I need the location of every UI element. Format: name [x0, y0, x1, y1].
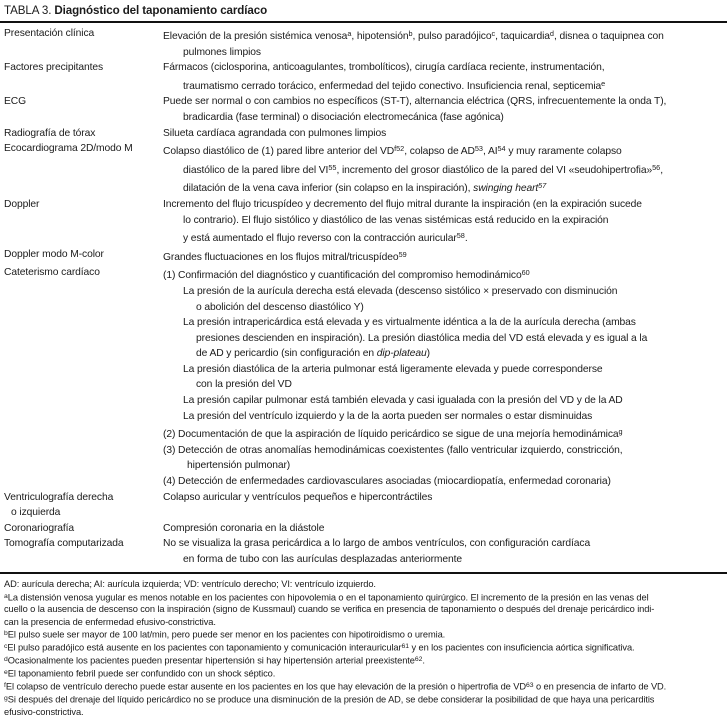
- content-line: [163, 160, 727, 179]
- footnote-line: [4, 706, 725, 718]
- text-segment: Elevación de la presión sistémica venosa: [163, 31, 348, 42]
- text-segment: diastólico de la pared libre del VI: [183, 164, 329, 176]
- table-row: [4, 521, 727, 537]
- content-line: [163, 110, 727, 126]
- text-segment: Incremento del flujo tricuspídeo y decremento del flujo mitral durante la inspiración (en la expiración sucede: [163, 198, 642, 210]
- content-line: [163, 331, 727, 347]
- superscript-ref: 57: [538, 181, 547, 191]
- text-segment: , colapso de AD: [404, 146, 475, 158]
- superscript-ref: f52: [394, 144, 405, 154]
- content-line: [163, 76, 727, 95]
- content-line: [163, 94, 727, 110]
- table-title: [0, 0, 727, 21]
- content-line: [163, 247, 727, 266]
- content-line: [163, 409, 727, 425]
- footnote-marker: g: [4, 694, 8, 702]
- row-label: [4, 94, 163, 125]
- row-label: [4, 490, 163, 521]
- row-content: [163, 126, 727, 142]
- footnote-marker: a: [4, 592, 8, 600]
- content-line: [163, 197, 727, 213]
- text-segment: y está aumentado el flujo reverso con la contracción auricular: [183, 233, 457, 245]
- text-segment: La presión capilar pulmonar está también elevada y casi igualada con la presión del VD y de la AD: [183, 395, 623, 407]
- superscript-ref: 61: [401, 643, 409, 651]
- footnotes: [0, 574, 727, 718]
- row-label-line: Coronariografía: [4, 522, 75, 534]
- text-segment: cuello o la ausencia de descenso con la inspiración (signo de Kussmaul) cuando se verifica en presencia de taponamiento o después del drenaje pericárdico indi-: [4, 604, 655, 615]
- superscript-ref: 53: [474, 144, 483, 154]
- table-row: [4, 247, 727, 266]
- row-label-line: Factores precipitantes: [4, 62, 104, 74]
- row-content: [163, 247, 727, 266]
- footnote-marker: e: [4, 668, 8, 676]
- row-label: [4, 521, 163, 537]
- table-row: [4, 536, 727, 567]
- content-line: [163, 265, 727, 284]
- italic-term: dip-plateau: [376, 348, 427, 360]
- footnote-line: [4, 616, 725, 628]
- table-row: [4, 141, 727, 197]
- footnote-line: [4, 591, 725, 604]
- superscript-ref: 58: [456, 231, 465, 241]
- footnote-line: [4, 667, 725, 680]
- text-segment: La presión intrapericárdica está elevada y es virtualmente idéntica a la de la aurícula derecha (ambas: [183, 317, 636, 329]
- text-segment: Colapso diastólico de (1) pared libre anterior del VD: [163, 146, 395, 158]
- content-line: [163, 536, 727, 552]
- content-line: [163, 346, 727, 362]
- text-segment: AD: aurícula derecha; AI: aurícula izquierda; VD: ventrículo derecho; VI: ventrículo izquierdo.: [4, 579, 376, 590]
- footnote-marker: f: [4, 681, 6, 689]
- footnote-line: [4, 578, 725, 590]
- content-line: [163, 300, 727, 316]
- text-segment: y en los pacientes con insuficiencia aórtica significativa.: [409, 642, 635, 653]
- row-label: [4, 60, 163, 94]
- table-title-text: Diagnóstico del taponamiento cardíaco: [54, 4, 268, 17]
- superscript-ref: 60: [521, 268, 530, 278]
- text-segment: Puede ser normal o con cambios no específicos (ST-T), alternancia eléctrica (QRS, infrecuentemente la onda T),: [163, 96, 667, 108]
- text-segment: ): [426, 348, 430, 360]
- footnote-line: [4, 680, 725, 693]
- text-segment: , hipotensión: [351, 31, 409, 42]
- content-line: [163, 213, 727, 229]
- text-segment: (3) Detección de otras anomalías hemodinámicas coexistentes (fallo ventricular izquierdo, constricción,: [163, 444, 623, 456]
- text-segment: .: [464, 233, 468, 245]
- content-line: [163, 474, 727, 490]
- row-label-line: Presentación clínica: [4, 28, 95, 39]
- text-segment: La distensión venosa yugular es menos notable en los pacientes con hipovolemia o en el taponamiento quirúrgico. El incremento de la presión en las venas del: [7, 592, 649, 602]
- superscript-ref: d: [549, 29, 554, 38]
- content-line: [163, 552, 727, 568]
- superscript-ref: 54: [497, 144, 506, 154]
- row-content: [163, 265, 727, 489]
- content-line: [163, 141, 727, 160]
- row-label-line: Tomografía computarizada: [4, 538, 124, 550]
- content-line: [163, 126, 727, 142]
- footnote-line: [4, 641, 725, 654]
- superscript-ref: 63: [525, 681, 534, 689]
- table-row: [4, 265, 727, 489]
- footnote-marker: c: [4, 643, 8, 651]
- row-label-line: Doppler modo M-color: [4, 248, 104, 260]
- text-segment: presiones descienden en inspiración). La presión diastólica media del VD está elevada y es igual a la: [196, 332, 648, 344]
- text-segment: , taquicardia: [495, 31, 550, 42]
- row-label: [4, 26, 163, 60]
- row-label: [4, 247, 163, 266]
- content-line: [163, 45, 727, 61]
- text-segment: lo contrario). El flujo sistólico y diastólico de las venas sistémicas está reducido en la expiración: [183, 214, 609, 226]
- superscript-ref: c: [491, 29, 496, 38]
- table-row: [4, 197, 727, 247]
- content-line: [163, 490, 727, 506]
- text-segment: Si después del drenaje del líquido pericárdico no se produce una disminución de la presión de AD, se debe considerar la posibilidad de que haya una pericarditis: [7, 694, 655, 705]
- superscript-ref: 56: [652, 162, 661, 172]
- text-segment: , disnea o taquipnea con: [553, 31, 664, 42]
- text-segment: o abolición del descenso diastólico Y): [196, 301, 364, 313]
- text-segment: en forma de tubo con las aurículas desplazadas anteriormente: [183, 554, 463, 565]
- footnote-marker: b: [4, 630, 8, 638]
- table-row: [4, 60, 727, 94]
- footnote-line: [4, 693, 725, 706]
- row-label: [4, 197, 163, 247]
- text-segment: , pulso paradójico: [412, 31, 492, 42]
- text-segment: (2) Documentación de que la aspiración de líquido pericárdico se sigue de una mejoría hemodinámica: [163, 429, 619, 441]
- text-segment: , AI: [483, 146, 498, 158]
- content-line: [163, 284, 727, 300]
- table-row: [4, 26, 727, 60]
- row-label: [4, 126, 163, 142]
- text-segment: El taponamiento febril puede ser confundido con un shock séptico.: [7, 668, 276, 679]
- row-content: [163, 521, 727, 537]
- content-line: [163, 228, 727, 247]
- text-segment: (1) Confirmación del diagnóstico y cuantificación del compromiso hemodinámico: [163, 270, 522, 282]
- row-label-line: Doppler: [4, 198, 40, 210]
- superscript-ref: b: [408, 29, 413, 38]
- row-content: [163, 536, 727, 567]
- text-segment: Grandes fluctuaciones en los flujos mitral/tricuspídeo: [163, 251, 399, 263]
- row-content: [163, 197, 727, 247]
- text-segment: de AD y pericardio (sin configuración en: [196, 348, 377, 360]
- row-content: [163, 141, 727, 197]
- text-segment: Compresión coronaria en la diástole: [163, 522, 325, 534]
- text-segment: y muy raramente colapso: [505, 146, 622, 158]
- row-content: [163, 94, 727, 125]
- text-segment: dilatación de la vena cava inferior (sin colapso en la inspiración),: [183, 183, 474, 195]
- table-row: [4, 490, 727, 521]
- content-line: [163, 458, 727, 474]
- content-line: [163, 377, 727, 393]
- row-content: [163, 490, 727, 521]
- superscript-ref: g: [618, 427, 623, 437]
- text-segment: (4) Detección de enfermedades cardiovasculares asociadas (miocardiopatía, enfermedad coronaria): [163, 476, 611, 488]
- row-label: [4, 265, 163, 489]
- table-row: [4, 126, 727, 142]
- content-line: [163, 60, 727, 76]
- table-number: TABLA 3.: [4, 4, 52, 17]
- text-segment: La presión diastólica de la arteria pulmonar está ligeramente elevada y puede corresponderse: [183, 363, 603, 375]
- row-content: [163, 60, 727, 94]
- content-line: [163, 393, 727, 409]
- text-segment: El pulso suele ser mayor de 100 lat/min, pero puede ser menor en los pacientes con hipotiroidismo o uremia.: [7, 629, 446, 640]
- text-segment: pulmones limpios: [183, 46, 261, 58]
- table-row: [4, 94, 727, 125]
- content-line: [163, 362, 727, 378]
- superscript-ref: a: [347, 29, 352, 38]
- text-segment: .: [422, 655, 425, 666]
- superscript-ref: 59: [398, 249, 407, 259]
- content-line: [163, 315, 727, 331]
- text-segment: , incremento del grosor diastólico de la pared del VI «seudohipertrofia»: [336, 164, 653, 176]
- text-segment: o en presencia de infarto de VD.: [533, 681, 667, 692]
- text-segment: con la presión del VD: [196, 379, 292, 391]
- text-segment: Ocasionalmente los pacientes pueden presentar hipertensión si hay hipertensión arterial preexistente: [7, 655, 415, 666]
- text-segment: La presión del ventrículo izquierdo y la de la aorta pueden ser normales o estar disminuidas: [183, 410, 593, 422]
- row-label-line: ECG: [4, 96, 27, 108]
- text-segment: traumatismo cerrado torácico, enfermedad del tejido conectivo. Insuficiencia renal, septicemia: [183, 80, 602, 92]
- italic-term: swinging heart: [473, 183, 539, 195]
- superscript-ref: e: [601, 78, 606, 88]
- footnote-line: [4, 628, 725, 641]
- content-line: [163, 521, 727, 537]
- text-segment: La presión de la aurícula derecha está elevada (descenso sistólico × preservado con disminución: [183, 285, 618, 297]
- text-segment: Silueta cardíaca agrandada con pulmones limpios: [163, 127, 387, 139]
- superscript-ref: 55: [328, 162, 337, 172]
- row-label: [4, 536, 163, 567]
- footnote-marker: d: [4, 656, 8, 664]
- table-body: [0, 23, 727, 568]
- content-line: [163, 443, 727, 459]
- text-segment: Colapso auricular y ventrículos pequeños e hipercontráctiles: [163, 491, 433, 503]
- row-label-line: Radiografía de tórax: [4, 127, 96, 139]
- text-segment: ,: [660, 164, 663, 176]
- content-line: [163, 424, 727, 443]
- content-line: [163, 178, 727, 197]
- text-segment: efusivo-constrictiva.: [4, 706, 84, 717]
- text-segment: No se visualiza la grasa pericárdica a lo largo de ambos ventrículos, con configuración cardíaca: [163, 538, 591, 550]
- row-label-line: Ecocardiograma 2D/modo M: [4, 143, 133, 155]
- row-label-line: o izquierda: [11, 507, 61, 519]
- row-content: [163, 26, 727, 60]
- row-label-line: Cateterismo cardíaco: [4, 267, 100, 279]
- footnote-line: [4, 654, 725, 667]
- superscript-ref: 62: [414, 656, 423, 664]
- footnote-line: [4, 603, 725, 615]
- text-segment: bradicardia (fase terminal) o disociación electromecánica (fase agónica): [183, 111, 504, 123]
- row-label-line: Ventriculografía derecha: [4, 491, 114, 503]
- content-line: [163, 26, 727, 45]
- row-label: [4, 141, 163, 197]
- text-segment: hipertensión pulmonar): [187, 460, 291, 472]
- text-segment: can la presencia de enfermedad efusivo-constrictiva.: [4, 616, 216, 627]
- text-segment: El pulso paradójico está ausente en los pacientes con taponamiento y comunicación interauricular: [7, 642, 402, 653]
- text-segment: Fármacos (ciclosporina, anticoagulantes, trombolíticos), cirugía cardíaca reciente, instrumentación,: [163, 62, 605, 74]
- text-segment: El colapso de ventrículo derecho puede estar ausente en los pacientes en los que hay elevación de la presión o hipertrofia de VD: [5, 681, 526, 692]
